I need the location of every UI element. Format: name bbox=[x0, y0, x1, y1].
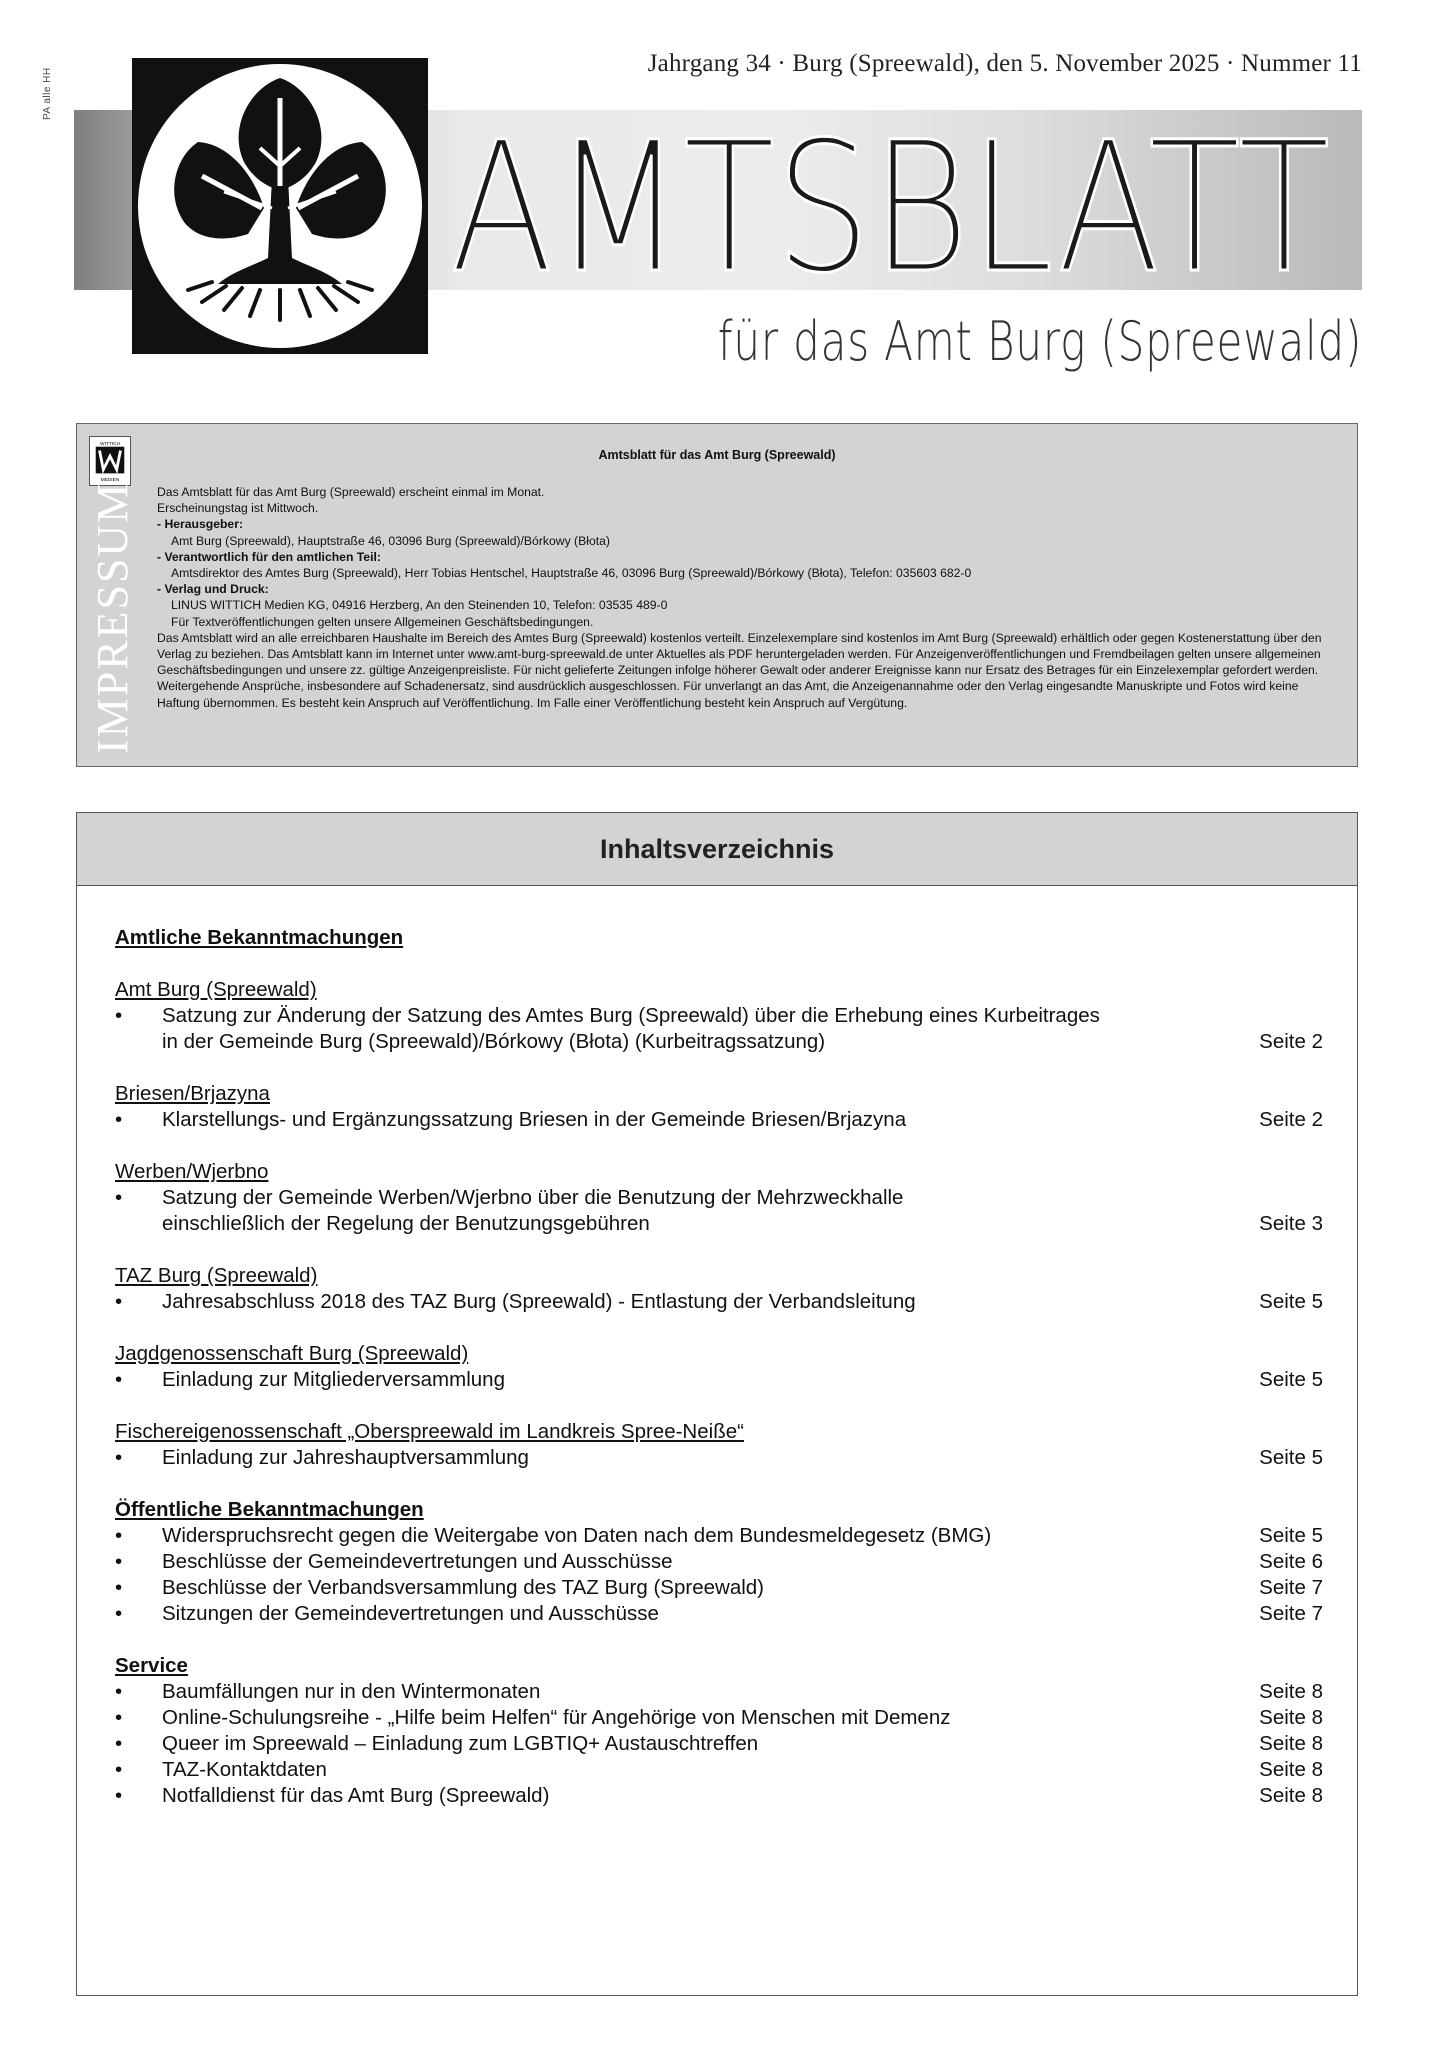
toc-entry-text bbox=[162, 1601, 1243, 1627]
toc-entry-page: Seite 5 bbox=[1259, 1524, 1323, 1547]
bullet-icon: • bbox=[115, 1524, 123, 1547]
toc-entry-line: Satzung der Gemeinde Werben/Wjerbno über die Benutzung der Mehrzweckhalle bbox=[162, 1186, 904, 1209]
bullet-icon: • bbox=[115, 1186, 123, 1209]
toc-entry-line: Online-Schulungsreihe - „Hilfe beim Helfen“ für Angehörige von Menschen mit Demenz bbox=[162, 1706, 951, 1729]
toc-entry-line: Baumfällungen nur in den Wintermonaten bbox=[162, 1680, 541, 1703]
toc-spacer bbox=[115, 1133, 1323, 1159]
toc-entry bbox=[115, 1705, 1323, 1731]
toc-entry bbox=[115, 1575, 1323, 1601]
toc-entry-page: Seite 2 bbox=[1259, 1030, 1323, 1053]
toc-entry bbox=[115, 1783, 1323, 1809]
bullet-icon: • bbox=[115, 1576, 123, 1599]
impressum-label: IMPRESSUM bbox=[88, 481, 137, 754]
toc-section-title: Amtliche Bekanntmachungen bbox=[115, 926, 404, 949]
toc-entry-page: Seite 8 bbox=[1259, 1732, 1323, 1755]
toc-entry-text bbox=[162, 1185, 1243, 1237]
toc-heading: Inhaltsverzeichnis bbox=[77, 813, 1357, 886]
toc-group-title: Briesen/Brjazyna bbox=[115, 1082, 270, 1105]
toc-spacer bbox=[115, 951, 1323, 977]
toc-entry-line: TAZ-Kontaktdaten bbox=[162, 1758, 327, 1781]
toc-entry-page: Seite 8 bbox=[1259, 1706, 1323, 1729]
toc-entry bbox=[115, 1757, 1323, 1783]
toc-entry bbox=[115, 1289, 1323, 1315]
toc-entry-page: Seite 8 bbox=[1259, 1680, 1323, 1703]
toc-entry-line: Einladung zur Jahreshauptversammlung bbox=[162, 1446, 529, 1469]
toc-body bbox=[115, 925, 1323, 1809]
toc-group-title: Amt Burg (Spreewald) bbox=[115, 978, 317, 1001]
toc-entry bbox=[115, 1601, 1323, 1627]
dateline: Jahrgang 34 · Burg (Spreewald), den 5. November 2025 · Nummer 11 bbox=[647, 50, 1362, 77]
svg-text:WITTICH: WITTICH bbox=[100, 441, 120, 447]
toc-group-title: Werben/Wjerbno bbox=[115, 1160, 269, 1183]
impressum-heading: Amtsblatt für das Amt Burg (Spreewald) bbox=[598, 448, 836, 462]
masthead-subtitle: für das Amt Burg (Spreewald) bbox=[717, 310, 1362, 373]
toc-entry-page: Seite 8 bbox=[1259, 1784, 1323, 1807]
herausgeber-label: - Herausgeber: bbox=[157, 517, 244, 532]
toc-entry-text bbox=[162, 1289, 1243, 1315]
toc-entry-page: Seite 8 bbox=[1259, 1758, 1323, 1781]
toc-entry bbox=[115, 1107, 1323, 1133]
toc-entry-line: Klarstellungs- und Ergänzungssatzung Briesen in der Gemeinde Briesen/Brjazyna bbox=[162, 1108, 907, 1131]
bullet-icon: • bbox=[115, 1004, 123, 1027]
verantwortlich-text: Amtsdirektor des Amtes Burg (Spreewald), Herr Tobias Hentschel, Hauptstraße 46, 03096 Burg (Spreewald)/Bórkowy (Błota), Telefon: 035603 682-0 bbox=[171, 566, 972, 581]
toc-group-title: Fischereigenossenschaft „Oberspreewald im Landkreis Spree-Neiße“ bbox=[115, 1420, 744, 1443]
toc-entry-text bbox=[162, 1523, 1243, 1549]
toc-entry-line: Notfalldienst für das Amt Burg (Spreewald) bbox=[162, 1784, 550, 1807]
toc-spacer bbox=[115, 1237, 1323, 1263]
toc-entry-page: Seite 7 bbox=[1259, 1602, 1323, 1625]
toc-entry-text bbox=[162, 1679, 1243, 1705]
toc-spacer bbox=[115, 1471, 1323, 1497]
impressum-body-text: Das Amtsblatt wird an alle erreichbaren Haushalte im Bereich des Amtes Burg (Spreewald) kostenlos verteilt. Einzelexemplare sind kostenlos im Amt Burg (Spreewald) erhältlich oder gegen Kostenerstattung über den Verlag zu beziehen. Das Amtsblatt kann im Internet unter www.amt-burg-spreewald.de unter Aktuelles als PDF heruntergeladen werden. Für Anzeigenveröffentlichungen und Fremdbeilagen gelten unsere allgemeinen Geschäftsbedingungen und unsere zz. gültige Anzeigenpreisliste. Für nicht gelieferte Zeitungen infolge höherer Gewalt oder anderer Ereignisse kann nur Ersatz des Betrages für ein Einzelexemplar gefordert werden. Weitergehende Ansprüche, insbesondere auf Schadenersatz, sind ausdrücklich ausgeschlossen. Für unverlangt an das Amt, die Anzeigenannahme oder den Verlag eingesandte Manuskripte und Fotos wird keine Haftung übernommen. Es besteht kein Anspruch auf Veröffentlichung. Im Falle einer Veröffentlichung besteht kein Anspruch auf Vergütung. bbox=[157, 630, 1322, 710]
verlag-note: Für Textveröffentlichungen gelten unsere Allgemeinen Geschäftsbedingungen. bbox=[171, 614, 594, 629]
toc-entry bbox=[115, 1731, 1323, 1757]
svg-text:MEDIEN: MEDIEN bbox=[100, 478, 120, 483]
toc-entry bbox=[115, 1185, 1323, 1237]
toc-entry bbox=[115, 1679, 1323, 1705]
toc-spacer bbox=[115, 1315, 1323, 1341]
bullet-icon: • bbox=[115, 1446, 123, 1469]
toc-entry-line: Queer im Spreewald – Einladung zum LGBTIQ+ Austauschtreffen bbox=[162, 1732, 759, 1755]
toc-entry-text bbox=[162, 1003, 1243, 1055]
toc-entry bbox=[115, 1003, 1323, 1055]
bullet-icon: • bbox=[115, 1108, 123, 1131]
toc-entry-line: in der Gemeinde Burg (Spreewald)/Bórkowy (Błota) (Kurbeitragssatzung) bbox=[162, 1030, 826, 1053]
coat-of-arms-logo bbox=[132, 58, 428, 354]
bullet-icon: • bbox=[115, 1368, 123, 1391]
toc-spacer bbox=[115, 1627, 1323, 1653]
toc-group-title: TAZ Burg (Spreewald) bbox=[115, 1264, 318, 1287]
toc-entry-line: Satzung zur Änderung der Satzung des Amtes Burg (Spreewald) über die Erhebung eines Kurbeitrages bbox=[162, 1004, 1100, 1027]
bullet-icon: • bbox=[115, 1706, 123, 1729]
masthead-title bbox=[450, 100, 1350, 313]
toc-entry-page: Seite 5 bbox=[1259, 1368, 1323, 1391]
toc-entry bbox=[115, 1445, 1323, 1471]
toc-entry-page: Seite 3 bbox=[1259, 1212, 1323, 1235]
impressum-box bbox=[76, 423, 1358, 767]
toc-entry-text bbox=[162, 1367, 1243, 1393]
toc-entry-line: Widerspruchsrecht gegen die Weitergabe von Daten nach dem Bundesmeldegesetz (BMG) bbox=[162, 1524, 992, 1547]
verlag-text: LINUS WITTICH Medien KG, 04916 Herzberg, An den Steinenden 10, Telefon: 03535 489-0 bbox=[171, 598, 668, 613]
toc-entry-text bbox=[162, 1549, 1243, 1575]
toc-entry-page: Seite 5 bbox=[1259, 1446, 1323, 1469]
impressum-intro-2: Erscheinungstag ist Mittwoch. bbox=[157, 501, 319, 516]
bullet-icon: • bbox=[115, 1602, 123, 1625]
impressum-intro-1: Das Amtsblatt für das Amt Burg (Spreewald) erscheint einmal im Monat. bbox=[157, 485, 545, 499]
toc-entry-line: Einladung zur Mitgliederversammlung bbox=[162, 1368, 505, 1391]
toc-entry-page: Seite 6 bbox=[1259, 1550, 1323, 1573]
toc-box bbox=[76, 812, 1358, 1996]
herausgeber-text: Amt Burg (Spreewald), Hauptstraße 46, 03096 Burg (Spreewald)/Bórkowy (Błota) bbox=[171, 533, 610, 548]
toc-entry-text bbox=[162, 1757, 1243, 1783]
side-mark: PA alle HH bbox=[42, 67, 53, 120]
toc-entry bbox=[115, 1549, 1323, 1575]
toc-entry-line: einschließlich der Regelung der Benutzungsgebühren bbox=[162, 1212, 650, 1235]
toc-entry-line: Beschlüsse der Gemeindevertretungen und Ausschüsse bbox=[162, 1550, 673, 1573]
bullet-icon: • bbox=[115, 1784, 123, 1807]
toc-entry-text bbox=[162, 1575, 1243, 1601]
toc-entry-line: Jahresabschluss 2018 des TAZ Burg (Spreewald) - Entlastung der Verbandsleitung bbox=[162, 1290, 916, 1313]
verantwortlich-label: - Verantwortlich für den amtlichen Teil: bbox=[157, 549, 381, 564]
verlag-label: - Verlag und Druck: bbox=[157, 582, 269, 597]
toc-spacer bbox=[115, 1055, 1323, 1081]
toc-section-title: Öffentliche Bekanntmachungen bbox=[115, 1498, 424, 1521]
bullet-icon: • bbox=[115, 1550, 123, 1573]
toc-entry-page: Seite 2 bbox=[1259, 1108, 1323, 1131]
toc-entry-text bbox=[162, 1705, 1243, 1731]
impressum-body bbox=[157, 484, 1341, 711]
toc-entry bbox=[115, 1523, 1323, 1549]
toc-entry-line: Beschlüsse der Verbandsversammlung des TAZ Burg (Spreewald) bbox=[162, 1576, 764, 1599]
bullet-icon: • bbox=[115, 1758, 123, 1781]
toc-entry-text bbox=[162, 1731, 1243, 1757]
toc-entry-line: Sitzungen der Gemeindevertretungen und Ausschüsse bbox=[162, 1602, 659, 1625]
toc-entry-text bbox=[162, 1783, 1243, 1809]
toc-entry bbox=[115, 1367, 1323, 1393]
toc-entry-page: Seite 5 bbox=[1259, 1290, 1323, 1313]
toc-entry-page: Seite 7 bbox=[1259, 1576, 1323, 1599]
toc-group-title: Jagdgenossenschaft Burg (Spreewald) bbox=[115, 1342, 469, 1365]
toc-entry-text bbox=[162, 1445, 1243, 1471]
toc-section-title: Service bbox=[115, 1654, 188, 1677]
bullet-icon: • bbox=[115, 1680, 123, 1703]
toc-spacer bbox=[115, 1393, 1323, 1419]
bullet-icon: • bbox=[115, 1290, 123, 1313]
toc-entry-text bbox=[162, 1107, 1243, 1133]
svg-text:AMTSBLATT: AMTSBLATT bbox=[450, 104, 1330, 313]
bullet-icon: • bbox=[115, 1732, 123, 1755]
